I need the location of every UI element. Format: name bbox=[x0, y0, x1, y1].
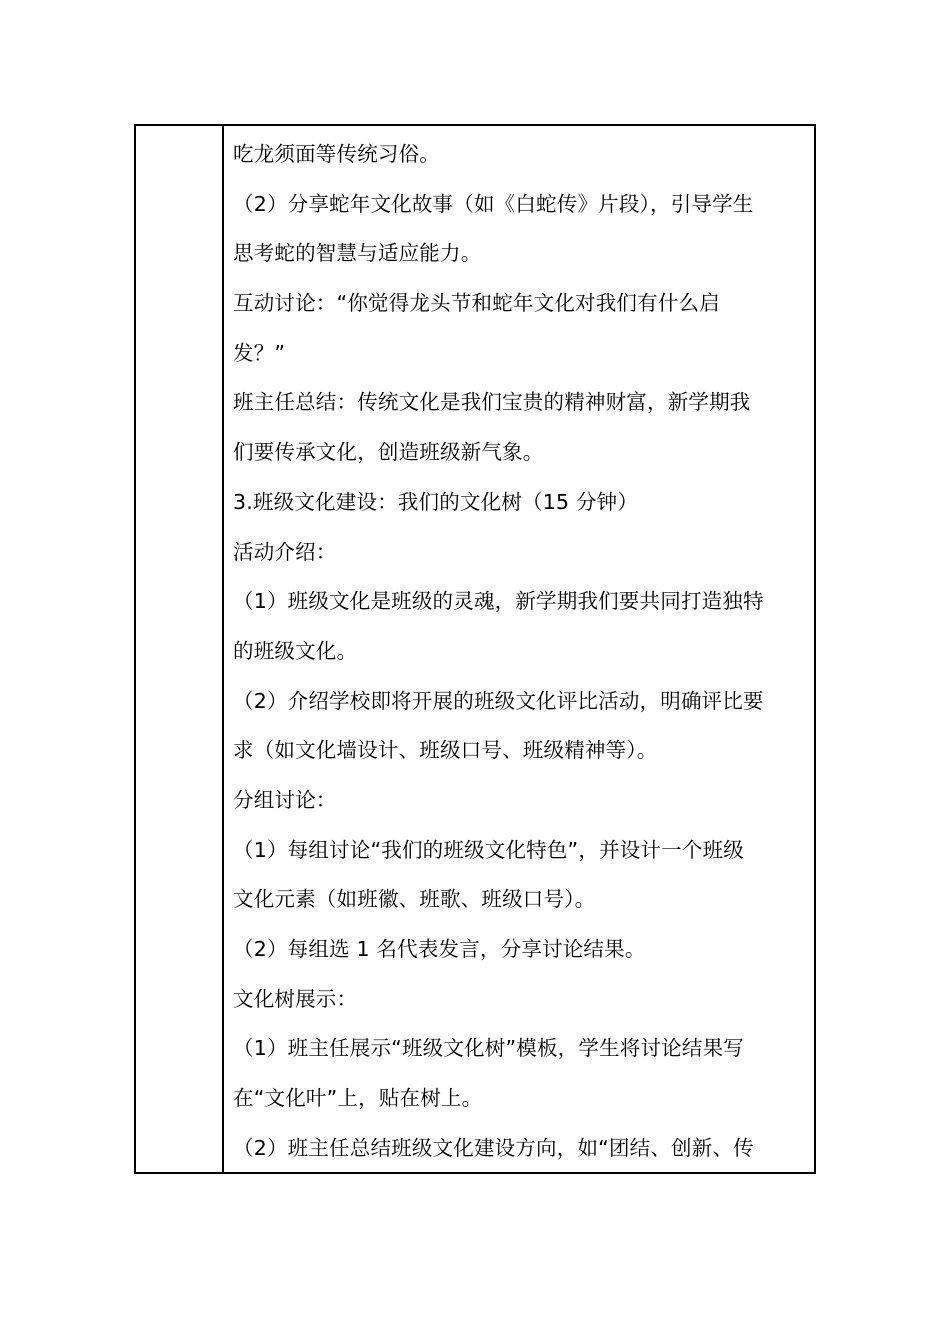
text-line: 们要传承文化，创造班级新气象。 bbox=[233, 440, 544, 465]
section-heading: 3.班级文化建设：我们的文化树（15 分钟） bbox=[233, 489, 639, 514]
text-line: 发？” bbox=[233, 340, 286, 365]
text-line: 在“文化叶”上，贴在树上。 bbox=[233, 1086, 483, 1111]
text-line: （1）班主任展示“班级文化树”模板，学生将讨论结果写 bbox=[233, 1036, 744, 1061]
text-line: 文化元素（如班徽、班歌、班级口号）。 bbox=[233, 887, 596, 912]
text-line: （2）班主任总结班级文化建设方向，如“团结、创新、传 bbox=[233, 1135, 754, 1160]
text-line: 吃龙须面等传统习俗。 bbox=[233, 142, 440, 166]
text-line: （1）班级文化是班级的灵魂，新学期我们要共同打造独特 bbox=[233, 589, 764, 614]
text-line: 班主任总结：传统文化是我们宝贵的精神财富，新学期我 bbox=[233, 390, 751, 415]
text-line: （2）分享蛇年文化故事（如《白蛇传》片段），引导学生 bbox=[233, 191, 754, 216]
document-table bbox=[134, 124, 816, 1174]
text-line: 求（如文化墙设计、班级口号、班级精神等）。 bbox=[233, 738, 658, 763]
text-line: 分组讨论： bbox=[233, 787, 337, 812]
text-line: 文化树展示： bbox=[233, 986, 358, 1011]
text-line: 活动介绍： bbox=[233, 539, 337, 564]
table-content-cell bbox=[224, 126, 814, 1172]
text-line: 的班级文化。 bbox=[233, 638, 358, 663]
text-line: 思考蛇的智慧与适应能力。 bbox=[233, 241, 482, 266]
text-line: 互动讨论：“你觉得龙头节和蛇年文化对我们有什么启 bbox=[233, 291, 720, 316]
text-line: （2）介绍学校即将开展的班级文化评比活动，明确评比要 bbox=[233, 688, 764, 713]
text-line: （2）每组选 1 名代表发言，分享讨论结果。 bbox=[233, 937, 646, 961]
table-left-cell bbox=[136, 126, 224, 1172]
text-line: （1）每组讨论“我们的班级文化特色”，并设计一个班级 bbox=[233, 837, 744, 862]
